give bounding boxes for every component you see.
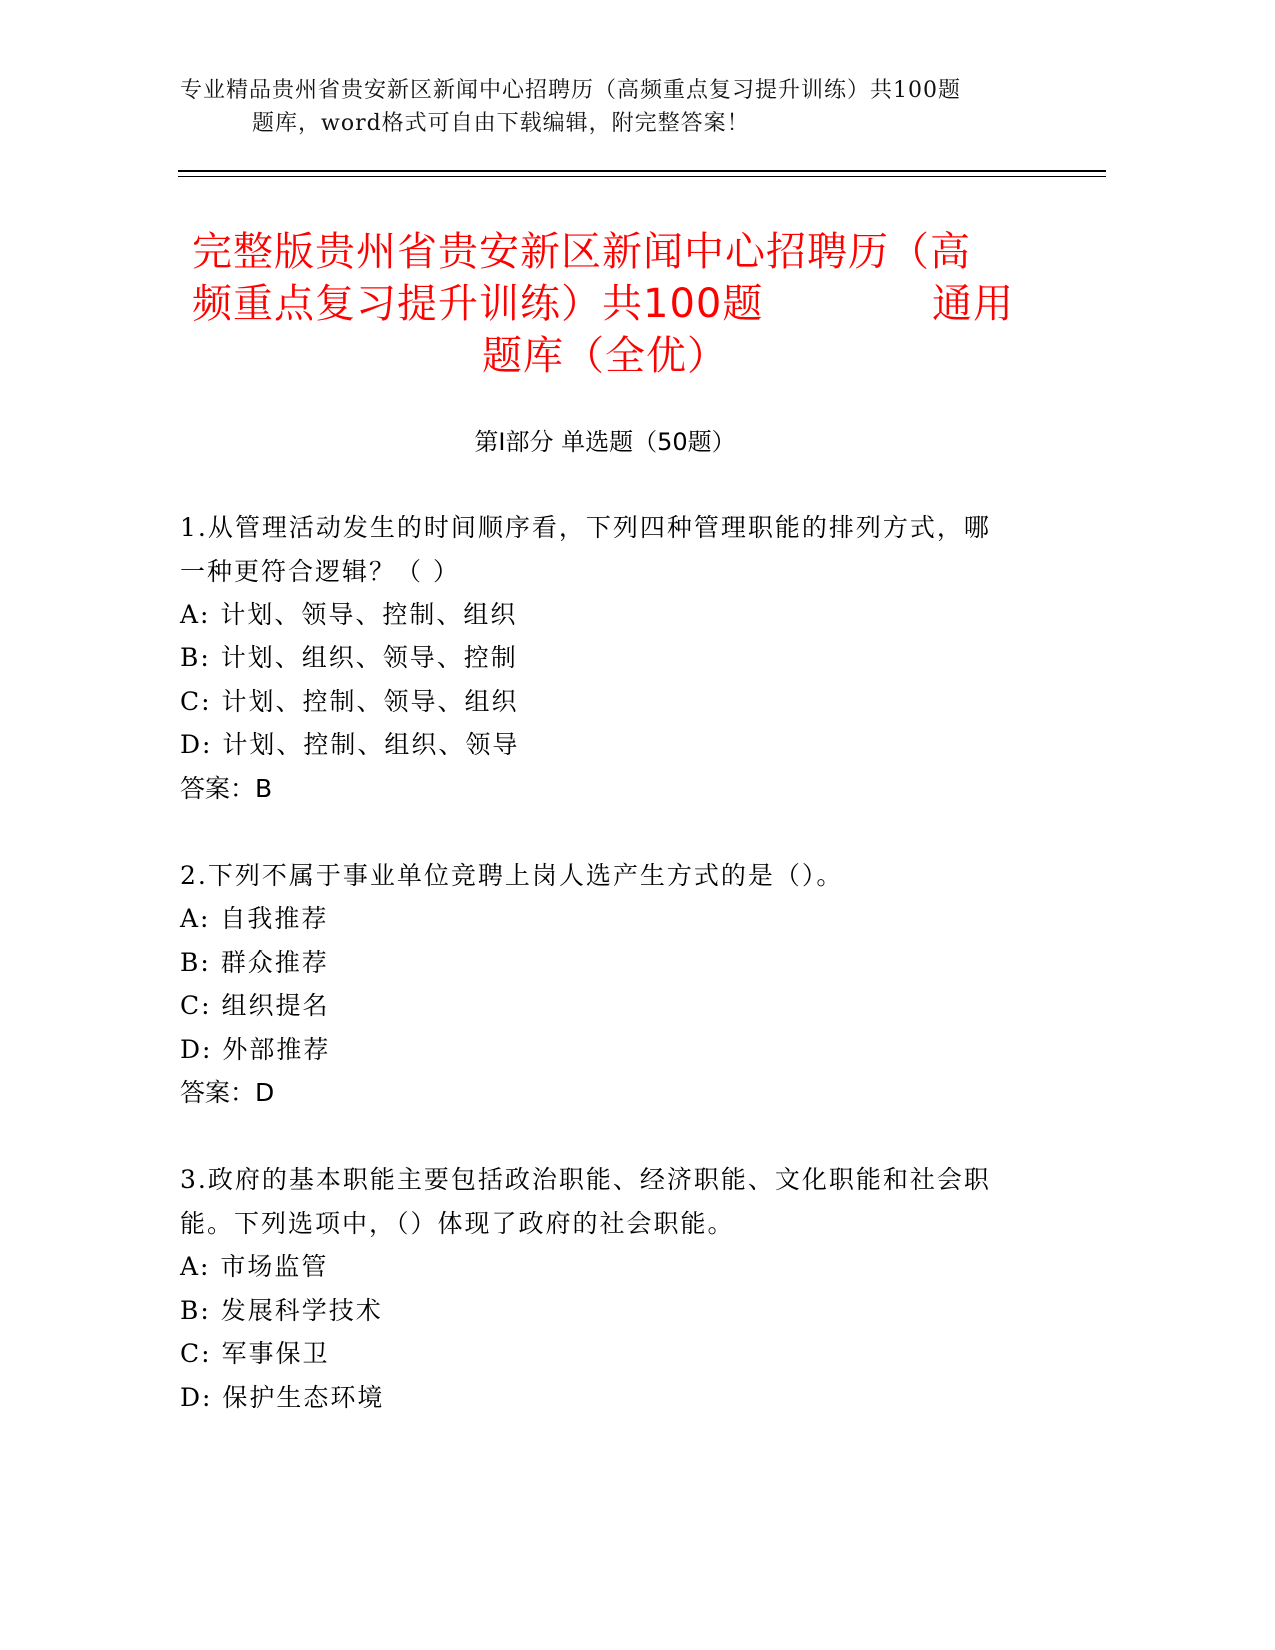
header-rule-thick	[178, 170, 1106, 172]
question-1-answer: 答案：B	[180, 774, 273, 803]
header-line-2: 题库，word格式可自由下载编辑，附完整答案！	[252, 111, 750, 136]
question-1-option-a: A: 计划、领导、控制、组织	[180, 600, 518, 629]
question-1-stem-line-1: 1.从管理活动发生的时间顺序看，下列四种管理职能的排列方式，哪	[180, 513, 991, 542]
question-2-answer: 答案：D	[180, 1078, 275, 1107]
question-1-stem-line-2: 一种更符合逻辑？（ ）	[180, 557, 460, 586]
document-title-line-2-left: 频重点复习提升训练）共100题	[192, 281, 764, 327]
document-title-line-3: 题库（全优）	[482, 333, 728, 379]
header-line-1: 专业精品贵州省贵安新区新闻中心招聘历（高频重点复习提升训练）共100题	[180, 78, 961, 103]
question-1-option-d: D: 计划、控制、组织、领导	[180, 730, 520, 759]
document-title-line-1: 完整版贵州省贵安新区新闻中心招聘历（高	[192, 229, 971, 275]
question-3-stem-line-2: 能。下列选项中，（）体现了政府的社会职能。	[180, 1209, 735, 1238]
question-2-option-d: D: 外部推荐	[180, 1035, 331, 1064]
question-2-option-c: C: 组织提名	[180, 991, 330, 1020]
document-title-line-2-right: 通用	[932, 281, 1014, 327]
question-1-option-b: B: 计划、组织、领导、控制	[180, 643, 518, 672]
question-1-option-c: C: 计划、控制、领导、组织	[180, 687, 519, 716]
question-3-option-b: B: 发展科学技术	[180, 1296, 383, 1325]
question-2-option-a: A: 自我推荐	[180, 904, 329, 933]
question-3-option-c: C: 军事保卫	[180, 1339, 330, 1368]
question-3-option-a: A: 市场监管	[180, 1252, 329, 1281]
header-rule-thin	[178, 176, 1106, 177]
section-heading: 第Ⅰ部分 单选题（50题）	[474, 428, 736, 456]
question-3-option-d: D: 保护生态环境	[180, 1383, 385, 1412]
question-2-stem-line-1: 2.下列不属于事业单位竞聘上岗人选产生方式的是（）。	[180, 861, 844, 890]
question-3-stem-line-1: 3.政府的基本职能主要包括政治职能、经济职能、文化职能和社会职	[180, 1165, 991, 1194]
question-2-option-b: B: 群众推荐	[180, 948, 329, 977]
